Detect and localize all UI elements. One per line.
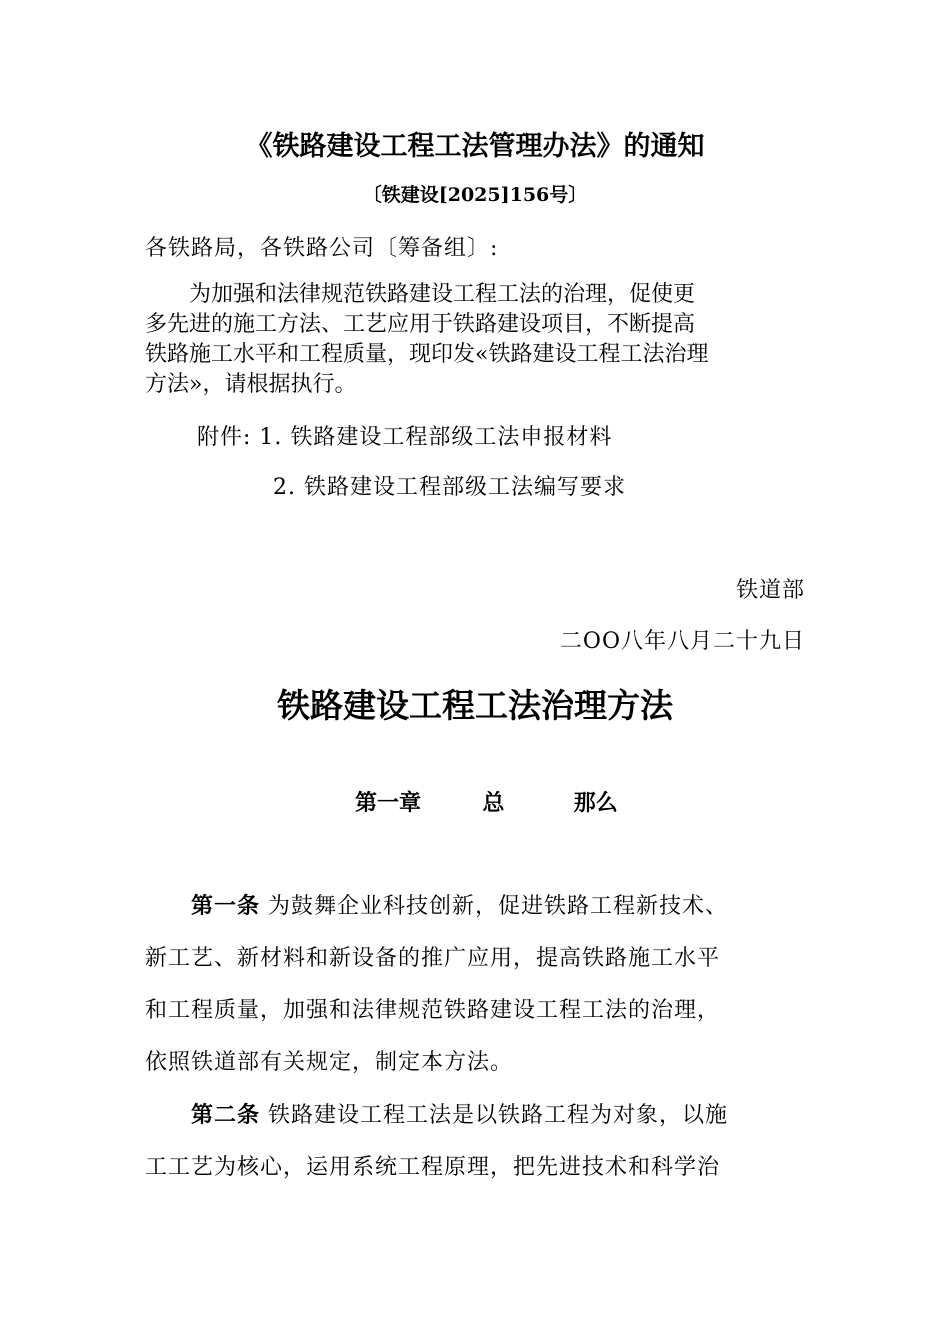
chapter-name-part1: 总 [482,790,505,816]
notice-body [145,280,810,400]
article-1-line: 新工艺、新材料和新设备的推广应用，提高铁路施工水平 [145,946,721,971]
notice-body-line: 多先进的施工方法、工艺应用于铁路建设项目，不断提高 [145,312,696,337]
regulation-title: 铁路建设工程工法治理方法 [277,686,673,725]
article-1-line: 依照铁道部有关规定，制定本方法。 [145,1050,514,1075]
notice-body-line: 为加强和法律规范铁路建设工程工法的治理，促使更 [145,282,696,307]
chapter-heading [355,786,618,817]
issue-date: 二OO八年八月二十九日 [559,629,805,654]
document-number: 〔铁建设[2025]156号〕 [362,184,588,206]
article-1-line [145,880,805,933]
notice-body-line: 方法»，请根据执行。 [145,372,357,397]
article-2-line: 工工艺为核心，运用系统工程原理，把先进技术和科学治 [145,1155,721,1180]
article-1-text: 为鼓舞企业科技创新，促进铁路工程新技术、 [260,894,729,919]
article-1-label: 第一条 [191,893,261,919]
salutation: 各铁路局，各铁路公司〔筹备组〕: [145,236,499,261]
notice-title: 《铁路建设工程工法管理办法》的通知 [245,131,705,162]
chapter-name-part2: 那么 [573,790,618,816]
attachment-1: 附件: 1. 铁路建设工程部级工法申报材料 [197,425,613,450]
notice-body-line: 铁路施工水平和工程质量，现印发«铁路建设工程工法治理 [145,342,709,367]
chapter-number: 第一章 [355,790,422,816]
article-2-text: 铁路建设工程工法是以铁路工程为对象，以施 [260,1103,729,1128]
article-2-label: 第二条 [191,1102,261,1128]
article-1-line: 和工程质量，加强和法律规范铁路建设工程工法的治理， [145,998,721,1023]
attachment-2: 2. 铁路建设工程部级工法编写要求 [273,475,626,500]
article-2-line [145,1089,805,1142]
signer: 铁道部 [735,578,805,603]
articles [145,880,805,1194]
